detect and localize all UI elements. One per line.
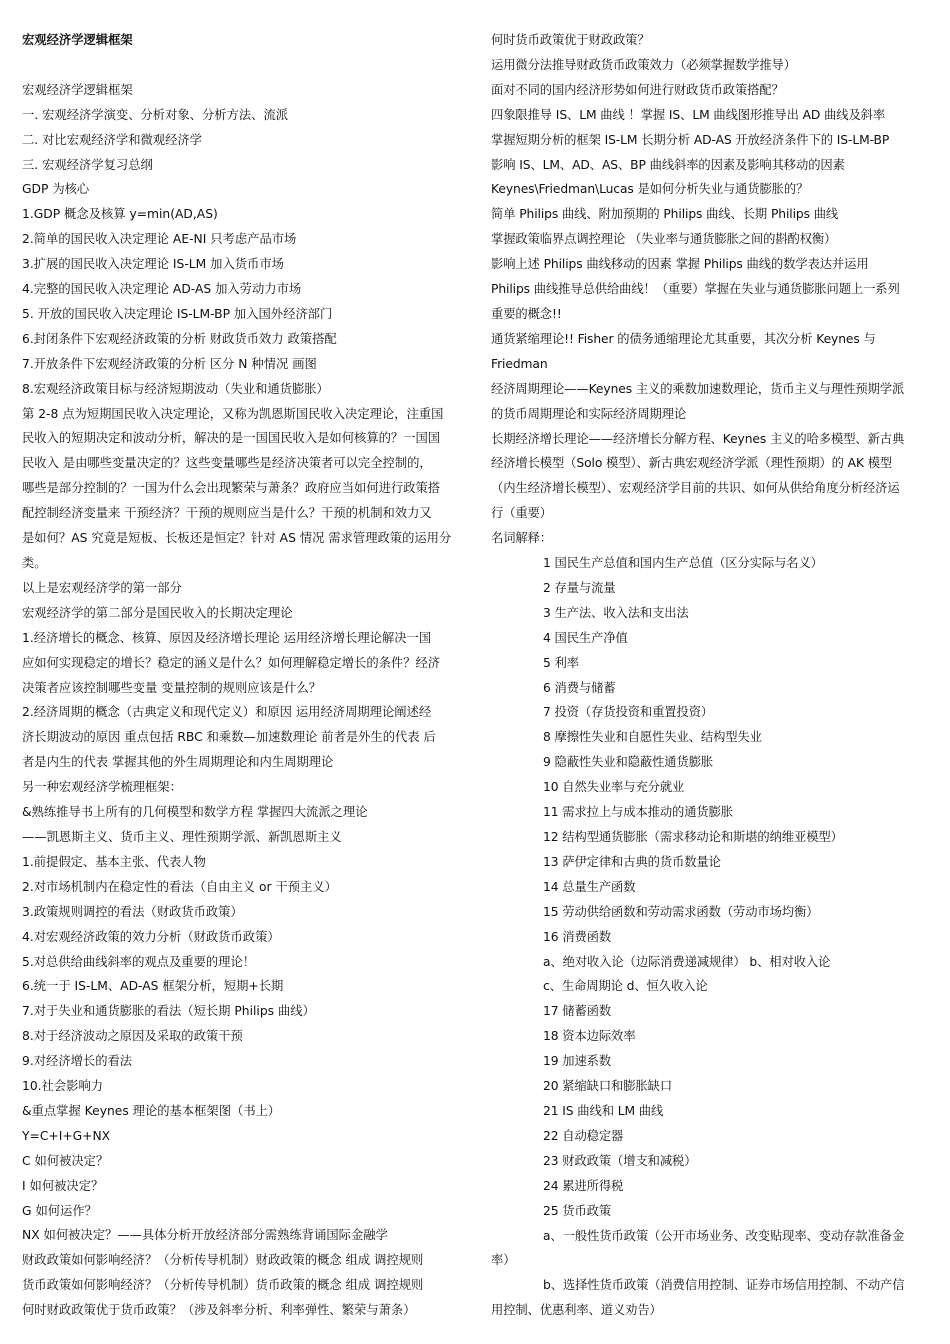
right-line: 20 紧缩缺口和膨胀缺口 — [543, 1079, 673, 1094]
left-line: 6.统一于 IS-LM、AD-AS 框架分析，短期+长期 — [22, 979, 284, 994]
left-line: 一. 宏观经济学演变、分析对象、分析方法、流派 — [22, 107, 289, 122]
right-line: 长期经济增长理论——经济增长分解方程、Keynes 主义的哈多模型、新古典 — [491, 431, 905, 446]
left-line: 配控制经济变量来 干预经济？干预的规则应当是什么？干预的机制和效力又 — [22, 506, 432, 521]
left-line: 2.简单的国民收入决定理论 AE-NI 只考虑产品市场 — [22, 232, 297, 247]
right-line: c、生命周期论 d、恒久收入论 — [543, 979, 708, 994]
left-line: NX 如何被决定？——具体分析开放经济部分需熟练背诵国际金融学 — [22, 1228, 388, 1243]
left-line: 者是内生的代表 掌握其他的外生周期理论和内生周期理论 — [22, 755, 334, 770]
left-line: 货币政策如何影响经济？（分析传导机制）货币政策的概念 组成 调控规则 — [22, 1278, 424, 1293]
left-line: I 如何被决定？ — [22, 1178, 104, 1193]
left-line: 1.前提假定、基本主张、代表人物 — [22, 854, 206, 869]
blank-line — [22, 53, 462, 78]
left-line: 类。 — [22, 556, 47, 571]
left-line: 财政政策如何影响经济？（分析传导机制）财政政策的概念 组成 调控规则 — [22, 1253, 424, 1268]
right-line: 18 资本边际效率 — [543, 1029, 636, 1044]
left-line: 7.对于失业和通货膨胀的看法（短长期 Philips 曲线） — [22, 1004, 315, 1019]
right-line: 24 累进所得税 — [543, 1178, 624, 1193]
left-column — [22, 28, 462, 1323]
left-line: 二. 对比宏观经济学和微观经济学 — [22, 132, 202, 147]
left-line: 4.完整的国民收入决定理论 AD-AS 加入劳动力市场 — [22, 282, 302, 297]
right-line: 10 自然失业率与充分就业 — [543, 780, 685, 795]
right-line: a、一般性货币政策（公开市场业务、改变贴现率、变动存款准备金 — [543, 1228, 905, 1243]
left-line: 2.经济周期的概念（古典定义和现代定义）和原因 运用经济周期理论阐述经 — [22, 705, 432, 720]
right-line: 2 存量与流量 — [543, 580, 616, 595]
right-line: 的货币周期理论和实际经济周期理论 — [491, 406, 687, 421]
right-line: 15 劳动供给函数和劳动需求函数（劳动市场均衡） — [543, 904, 819, 919]
right-line: 11 需求拉上与成本推动的通货膨胀 — [543, 805, 734, 820]
right-line: 14 总量生产函数 — [543, 879, 636, 894]
right-line: 25 货币政策 — [543, 1203, 612, 1218]
left-line: 9.对经济增长的看法 — [22, 1054, 133, 1069]
right-line: 影响 IS、LM、AD、AS、BP 曲线斜率的因素及影响其移动的因素 — [491, 157, 845, 172]
left-line: 5.对总供给曲线斜率的观点及重要的理论！ — [22, 954, 256, 969]
right-line: 率） — [491, 1253, 516, 1268]
right-line: 4 国民生产净值 — [543, 630, 628, 645]
right-line: 9 隐蔽性失业和隐蔽性通货膨胀 — [543, 755, 714, 770]
right-line: 四象限推导 IS、LM 曲线 ！掌握 IS、LM 曲线图形推导出 AD 曲线及斜率 — [491, 107, 886, 122]
right-column — [491, 28, 929, 1323]
right-line: Philips 曲线推导总供给曲线！（重要）掌握在失业与通货膨胀问题上一系列 — [491, 282, 900, 297]
left-line: 何时财政政策优于货币政策？（涉及斜率分析、利率弹性、繁荣与萧条） — [22, 1303, 416, 1318]
left-line: 5. 开放的国民收入决定理论 IS-LM-BP 加入国外经济部门 — [22, 306, 333, 321]
right-line: 简单 Philips 曲线、附加预期的 Philips 曲线、长期 Philips 曲线 — [491, 207, 839, 222]
left-line: 4.对宏观经济政策的效力分析（财政货币政策） — [22, 929, 280, 944]
left-line: GDP 为核心 — [22, 182, 90, 197]
left-line: 3.扩展的国民收入决定理论 IS-LM 加入货币市场 — [22, 257, 284, 272]
left-line: 民收入的短期决定和波动分析，解决的是一国国民收入是如何核算的？一国国 — [22, 431, 441, 446]
left-line: 以上是宏观经济学的第一部分 — [22, 580, 182, 595]
right-line: 16 消费函数 — [543, 929, 612, 944]
right-line: 13 萨伊定律和古典的货币数量论 — [543, 854, 721, 869]
right-line: a、绝对收入论（边际消费递减规律） b、相对收入论 — [543, 954, 831, 969]
right-line: Friedman — [491, 356, 548, 371]
right-line: 经济周期理论——Keynes 主义的乘数加速数理论，货币主义与理性预期学派 — [491, 381, 905, 396]
left-line: 民收入 是由哪些变量决定的？这些变量哪些是经济决策者可以完全控制的， — [22, 456, 432, 471]
right-line: 掌握政策临界点调控理论 （失业率与通货膨胀之间的斟酌权衡） — [491, 232, 837, 247]
left-line: 6.封闭条件下宏观经济政策的分析 财政货币效力 政策搭配 — [22, 331, 337, 346]
left-line: ——凯恩斯主义、货币主义、理性预期学派、新凯恩斯主义 — [22, 829, 342, 844]
left-line: C 如何被决定？ — [22, 1153, 109, 1168]
right-line: 23 财政政策（增支和减税） — [543, 1153, 697, 1168]
left-line: 另一种宏观经济学梳理框架： — [22, 780, 182, 795]
left-line: 三. 宏观经济学复习总纲 — [22, 157, 153, 172]
left-line: 济长期波动的原因 重点包括 RBC 和乘数—加速数理论 前者是外生的代表 后 — [22, 730, 436, 745]
left-line: 8.宏观经济政策目标与经济短期波动（失业和通货膨胀） — [22, 381, 329, 396]
right-line: 影响上述 Philips 曲线移动的因素 掌握 Philips 曲线的数学表达并运用 — [491, 257, 869, 272]
left-line: 应如何实现稳定的增长？稳定的涵义是什么？如何理解稳定增长的条件？经济 — [22, 655, 441, 670]
right-line: 17 储蓄函数 — [543, 1004, 612, 1019]
left-line: 宏观经济学逻辑框架 — [22, 82, 133, 97]
left-line: G 如何运作？ — [22, 1203, 97, 1218]
left-line: 10.社会影响力 — [22, 1079, 104, 1094]
left-line: &重点掌握 Keynes 理论的基本框架图（书上） — [22, 1103, 281, 1118]
right-line: 运用微分法推导财政货币政策效力（必须掌握数学推导） — [491, 57, 796, 72]
right-line: 行（重要） — [491, 506, 552, 521]
left-line: 8.对于经济波动之原因及采取的政策干预 — [22, 1029, 243, 1044]
right-line: 8 摩擦性失业和自愿性失业、结构型失业 — [543, 730, 762, 745]
left-line: &熟练推导书上所有的几何模型和数学方程 掌握四大流派之理论 — [22, 805, 368, 820]
right-line: 21 IS 曲线和 LM 曲线 — [543, 1103, 664, 1118]
left-line: 3.政策规则调控的看法（财政货币政策） — [22, 904, 243, 919]
right-line: 12 结构型通货膨胀（需求移动论和斯堪的纳维亚模型） — [543, 830, 843, 844]
right-line: 通货紧缩理论!! Fisher 的债务通缩理论尤其重要，其次分析 Keynes 与 — [491, 331, 876, 346]
right-line: 面对不同的国内经济形势如何进行财政货币政策搭配？ — [491, 82, 784, 97]
left-line: 2.对市场机制内在稳定性的看法（自由主义 or 干预主义） — [22, 879, 337, 894]
right-line: 22 自动稳定器 — [543, 1128, 624, 1143]
document-title: 宏观经济学逻辑框架 — [22, 33, 133, 47]
right-line: 19 加速系数 — [543, 1054, 612, 1069]
left-line: 哪些是部分控制的？一国为什么会出现繁荣与萧条？政府应当如何进行政策搭 — [22, 481, 441, 496]
left-line: 1.GDP 概念及核算 y=min(AD,AS) — [22, 207, 218, 222]
left-line: 决策者应该控制哪些变量 变量控制的规则应该是什么？ — [22, 680, 322, 695]
right-line: 6 消费与储蓄 — [543, 680, 616, 695]
left-line: Y=C+I+G+NX — [22, 1128, 111, 1143]
right-line: 7 投资（存货投资和重置投资） — [543, 705, 714, 720]
right-line: 何时货币政策优于财政政策？ — [491, 33, 650, 47]
right-line: Keynes\Friedman\Lucas 是如何分析失业与通货膨胀的？ — [491, 182, 809, 197]
right-line: 名词解释： — [491, 531, 552, 546]
right-line: 3 生产法、收入法和支出法 — [543, 605, 689, 620]
right-line: 重要的概念!! — [491, 306, 562, 321]
right-line: 用控制、优惠利率、道义劝告） — [491, 1303, 662, 1318]
right-line: 1 国民生产总值和国内生产总值（区分实际与名义） — [543, 556, 823, 571]
left-line: 是如何？AS 究竟是短板、长板还是恒定？针对 AS 情况 需求管理政策的运用分 — [22, 531, 452, 546]
right-line: 掌握短期分析的框架 IS-LM 长期分析 AD-AS 开放经济条件下的 IS-LM-BP — [491, 132, 890, 147]
left-line: 第 2-8 点为短期国民收入决定理论，又称为凯恩斯国民收入决定理论，注重国 — [22, 406, 444, 421]
right-line: 5 利率 — [543, 655, 579, 670]
left-line: 宏观经济学的第二部分是国民收入的长期决定理论 — [22, 605, 293, 620]
left-line: 7.开放条件下宏观经济政策的分析 区分 N 种情况 画图 — [22, 356, 317, 371]
right-line: b、选择性货币政策（消费信用控制、证券市场信用控制、不动产信 — [543, 1278, 905, 1293]
left-line: 1.经济增长的概念、核算、原因及经济增长理论 运用经济增长理论解决一国 — [22, 630, 432, 645]
right-line: （内生经济增长模型）、宏观经济学目前的共识、如何从供给角度分析经济运 — [491, 481, 900, 496]
right-line: 经济增长模型（Solo 模型）、新古典宏观经济学派（理性预期）的 AK 模型 — [491, 456, 893, 471]
